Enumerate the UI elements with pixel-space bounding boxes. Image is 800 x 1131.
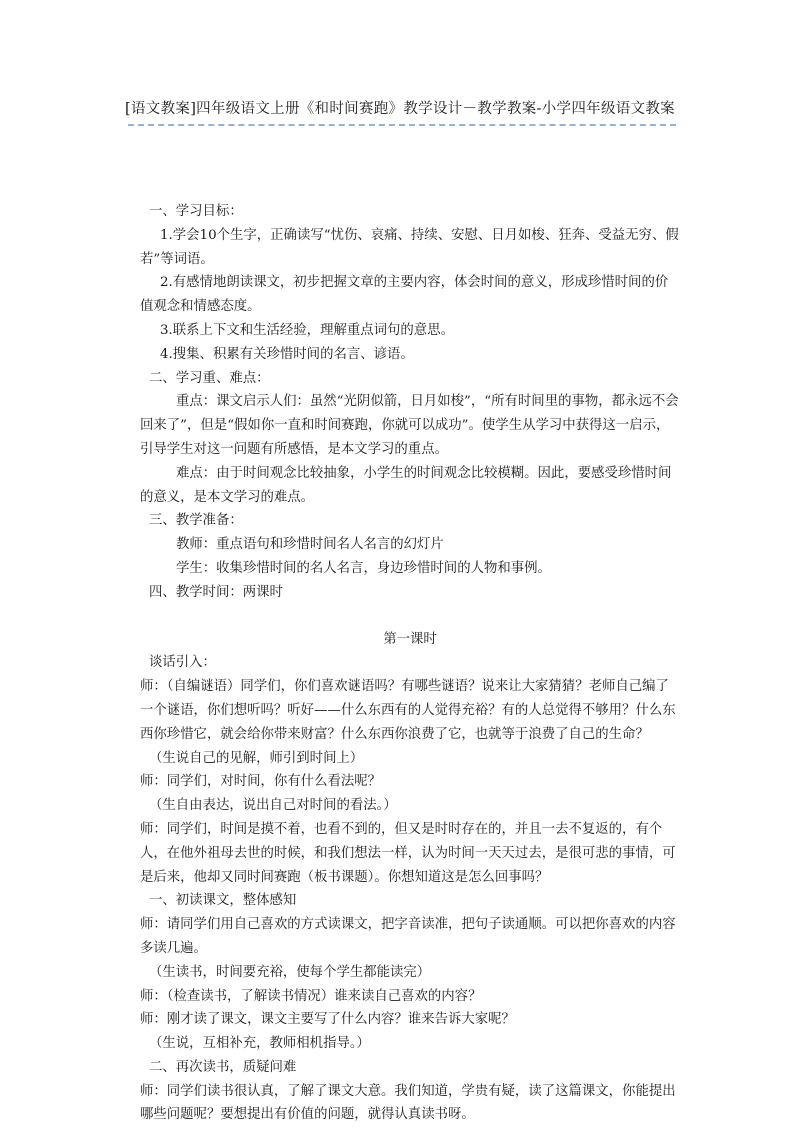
intro-heading: 谈话引入： bbox=[149, 655, 216, 671]
teacher-line: 师：同学们读书很认真，了解了课文大意。我们知道，学贵有疑，读了这篇课文，你能提出哪些问题呢？要想提出有价值的问题，就得认真读书呀。 bbox=[140, 1083, 676, 1123]
focus-difficulty: 难点：由于时间观念比较抽象，小学生的时间观念比较模糊。因此，要感受珍惜时间的意义，是本文学习的难点。 bbox=[140, 465, 672, 505]
teacher-line: 师：（检查读书，了解读书情况）谁来读自己喜欢的内容？ bbox=[140, 988, 482, 1004]
teacher-line-riddle: 师：（自编谜语）同学们，你们喜欢谜语吗？有哪些谜语？说来让大家猜猜？老师自己编了一个谜语，你们想听吗？听好——什么东西有的人觉得充裕？有的人总觉得不够用？什么东西你珍惜它，就会给你带来财富？什么东西你浪费了它，也就等于浪费了自己的生命？ bbox=[140, 679, 676, 742]
section-heading-objectives: 一、学习目标： bbox=[149, 204, 243, 219]
student-note: （生读书，时间要充裕，使每个学生都能读完） bbox=[149, 964, 431, 980]
student-note: （生自由表达，说出自己对时间的看法。） bbox=[149, 798, 397, 814]
preparation-teacher: 教师：重点语句和珍惜时间名人名言的幻灯片 bbox=[176, 537, 444, 553]
page-title: [语文教案]四年级语文上册《和时间赛跑》教学设计－教学教案-小学四年级语文教案 bbox=[125, 101, 675, 117]
objective-item-3: 3.联系上下文和生活经验，理解重点词句的意思。 bbox=[160, 322, 454, 338]
student-note: （生说自己的见解，师引到时间上） bbox=[149, 750, 364, 766]
student-note: （生说，互相补充，教师相机指导。） bbox=[149, 1036, 370, 1052]
section-heading-focus: 二、学习重、难点： bbox=[149, 370, 270, 386]
teacher-line: 师：请同学们用自己喜欢的方式读课文，把字音读准，把句子读通顺。可以把你喜欢的内容多读几遍。 bbox=[140, 917, 676, 956]
preparation-student: 学生：收集珍惜时间的名人名言，身边珍惜时间的人物和事例。 bbox=[176, 560, 551, 576]
teacher-line: 师：同学们，时间是摸不着，也看不到的，但又是时时存在的，并且一去不复返的，有个人，在他外祖母去世的时候，和我们想法一样，认为时间一天天过去，是很可悲的事情，可是后来，他却又同时间赛跑（板书课题）。你想知道这是怎么回事吗？ bbox=[140, 821, 676, 885]
teacher-line: 师：同学们，对时间，你有什么看法呢？ bbox=[140, 774, 382, 790]
objective-item-1: 1.学会10个生字，正确读写“忧伤、哀痛、持续、安慰、日月如梭、狂奔、受益无穷、假若”等词语。 bbox=[140, 227, 679, 267]
section-heading-second-reading: 二、再次读书，质疑问难 bbox=[149, 1059, 297, 1075]
objective-item-2: 2.有感情地朗读课文，初步把握文章的主要内容，体会时间的意义，形成珍惜时间的价值观念和情感态度。 bbox=[140, 275, 669, 315]
focus-key-point: 重点：课文启示人们：虽然“光阴似箭，日月如梭”，“所有时间里的事物，都永远不会回来了”，但是“假如你一直和时间赛跑，你就可以成功”。使学生从学习中获得这一启示，引导学生对这一问题有所感悟，是本文学习的重点。 bbox=[140, 394, 679, 457]
teacher-line: 师：刚才读了课文，课文主要写了什么内容？谁来告诉大家呢？ bbox=[140, 1012, 515, 1028]
lesson-title: 第一课时 bbox=[383, 631, 437, 647]
section-heading-time: 四、教学时间：两课时 bbox=[149, 584, 283, 600]
section-heading-first-reading: 一、初读课文，整体感知 bbox=[149, 893, 297, 909]
header-divider bbox=[128, 124, 676, 126]
document-body bbox=[140, 200, 680, 1127]
objective-item-4: 4.搜集、积累有关珍惜时间的名言、谚语。 bbox=[160, 346, 414, 362]
section-heading-preparation: 三、教学准备： bbox=[149, 513, 243, 529]
